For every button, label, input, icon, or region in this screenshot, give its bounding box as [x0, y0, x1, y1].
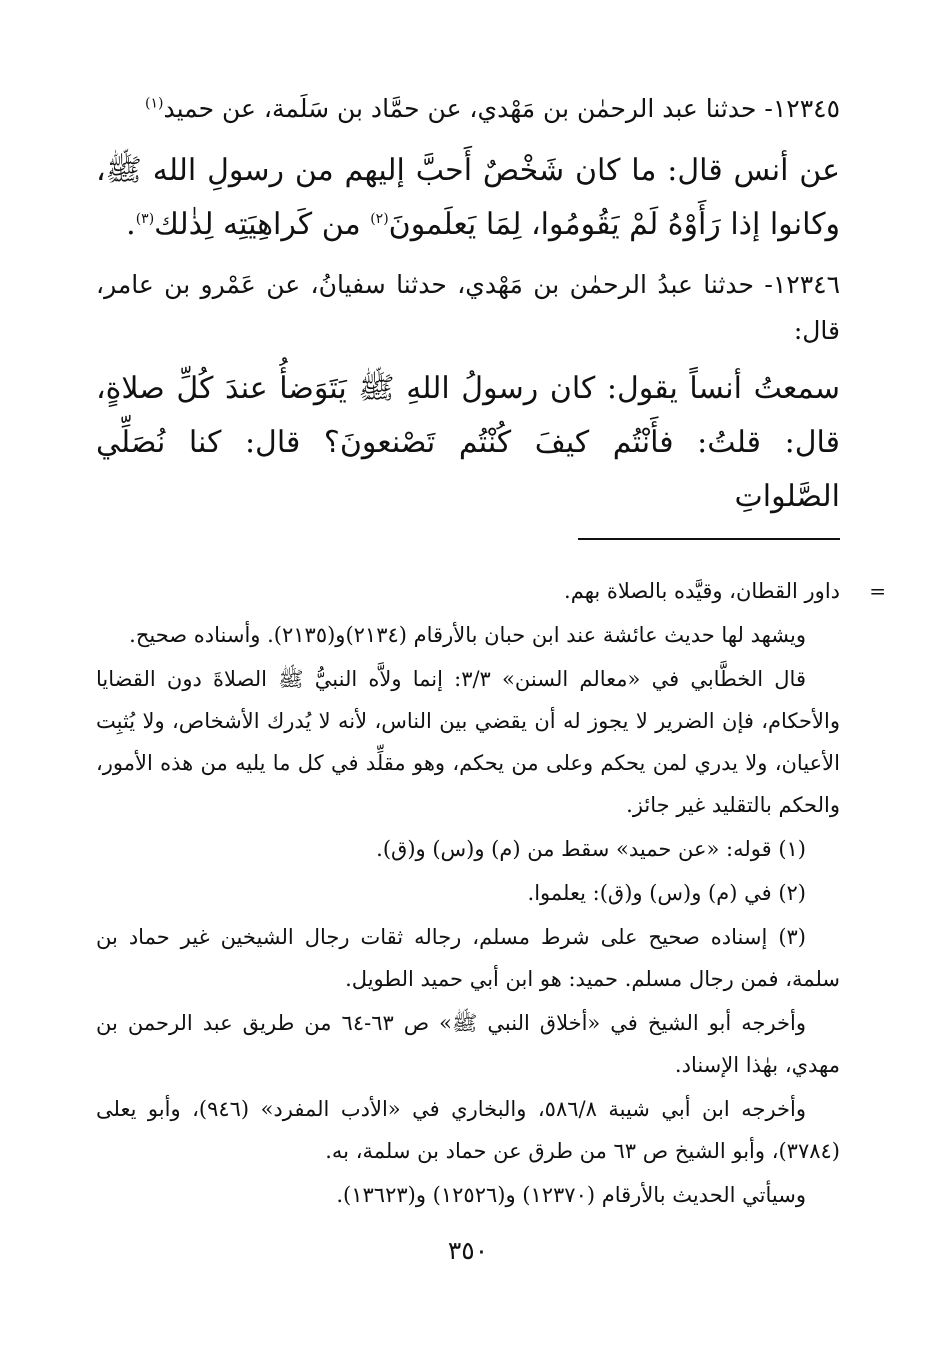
footnote-3-takhrij-1: وأخرجه أبو الشيخ في «أخلاق النبي ﷺ» ص ٦٣-٦٤ من طريق عبد الرحمن بن مهدي، بهٰذا الإسناد. — [96, 1011, 840, 1077]
continuation-marker: = — [869, 579, 886, 603]
hadith-12346-isnad: ١٢٣٤٦- حدثنا عبدُ الرحمٰن بن مَهْدي، حدثنا سفيانُ، عن عَمْرو بن عامر، قال: — [96, 270, 840, 345]
footnote-khattabi-paragraph: قال الخطَّابي في «معالم السنن» ٣/٣: إنما ولاَّه النبيُّ ﷺ الصلاةَ دون القضايا والأحكام، فإن الضرير لا يجوز له أن يقضي بين الناس، لأنه لا يُدرك الأشخاص، ولا يُثبِت الأعيان، ولا يدري لمن يحكم وعلى من يحكم، وهو مقلِّد في كل ما يليه من هذه الأمور، والحكم بالتقليد غير جائز. — [96, 667, 840, 817]
page-number: ٣٥٠ — [447, 1236, 489, 1265]
footnote-continuation: = داور القطان، وقيَّده بالصلاة بهم. — [96, 570, 840, 612]
footnote-separator — [578, 538, 840, 540]
footnote-1: (١) قوله: «عن حميد» سقط من (م) و(س) و(ق). — [376, 837, 806, 861]
footnote-3: (٣) إسناده صحيح على شرط مسلم، رجاله ثقات رجال الشيخين غير حماد بن سلمة، فمن رجال مسلم. حميد: هو ابن أبي حميد الطويل. — [96, 925, 840, 991]
footnote-3-takhrij-2: وأخرجه ابن أبي شيبة ٥٨٦/٨، والبخاري في «الأدب المفرد» (٩٤٦)، وأبو يعلى (٣٧٨٤)، وأبو الشيخ ص ٦٣ من طرق عن حماد بن سلمة، به. — [96, 1097, 840, 1163]
footnote-2: (٢) في (م) و(س) و(ق): يعلموا. — [527, 881, 806, 905]
footnote-3-cross-reference: وسيأتي الحديث بالأرقام (١٢٣٧٠) و(١٢٥٢٦) و(١٣٦٢٣). — [336, 1183, 806, 1207]
footnote-ref-1: (١) — [145, 95, 164, 112]
footnote-ref-2: (٢) — [370, 211, 389, 227]
hadith-12346-matn: سمعتُ أنساً يقول: كان رسولُ اللهِ ﷺ يَتَوَضأُ عندَ كُلِّ صلاةٍ، قال: قلتُ: فأَنْتُم كيفَ كُنْتُم تَصْنعونَ؟ قال: كنا نُصَلِّي الصَّلواتِ — [96, 371, 840, 514]
footnotes — [96, 570, 886, 1216]
footnote-witness-paragraph: ويشهد لها حديث عائشة عند ابن حبان بالأرقام (٢١٣٤)و(٢١٣٥). وأسناده صحيح. — [129, 623, 806, 647]
hadith-12345-isnad: ١٢٣٤٥- حدثنا عبد الرحمٰن بن مَهْدي، عن حمَّاد بن سَلَمة، عن حميد$^{(١)}$ — [145, 94, 840, 123]
hadith-12345-matn: عن أنس قال: ما كان شَخْصٌ أَحبَّ إليهم من رسولِ الله ﷺ، وكانوا إذا رَأَوْهُ لَمْ يَقُومُوا، لِمَا يَعلَمونَ$^{(٢)}$ من كَراهِيَتِه لِذٰلك$^{(٣)}$. — [96, 153, 840, 242]
footnote-ref-3: (٣) — [135, 211, 155, 227]
